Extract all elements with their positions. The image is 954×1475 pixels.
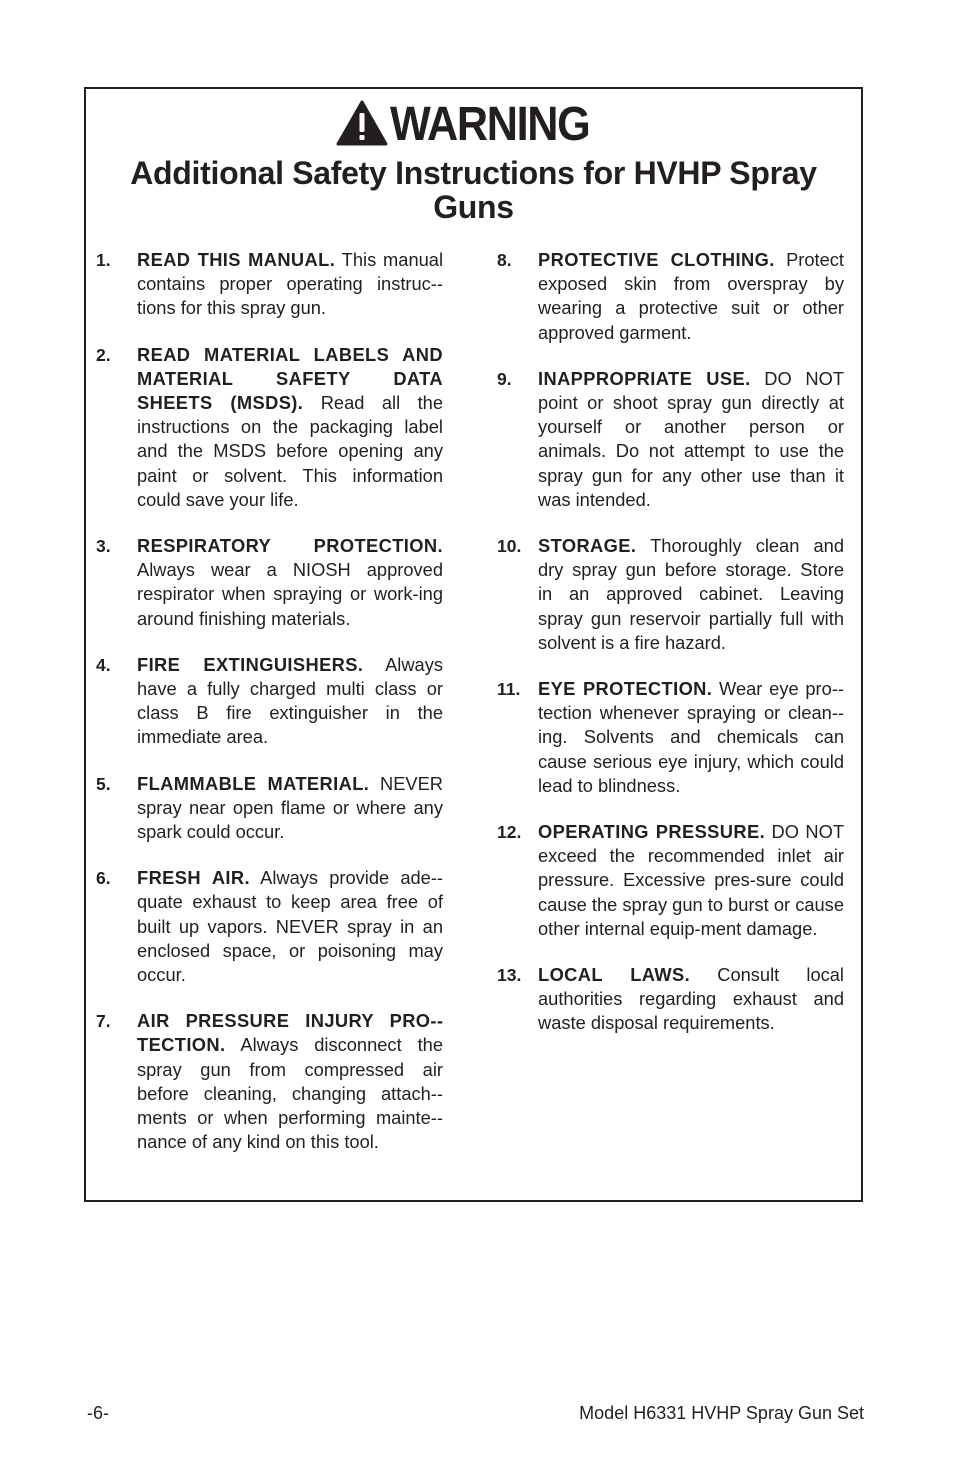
item-number: 11. (497, 679, 521, 700)
item-body: Always have a fully charged multi class or class B fire extinguisher in the immediate area. (137, 653, 443, 748)
item-heading: OPERATING PRESSURE. (538, 821, 766, 843)
item-body: Always wear a NIOSH approved respirator when spraying or work-ing around finishing materials. (137, 559, 443, 629)
item-body: Always provide ade-quate exhaust to keep area free of built up vapors. NEVER spray in an enclosed space, or poisoning may occur. (137, 867, 443, 986)
item-number: 10. (497, 536, 522, 557)
safety-item (96, 248, 443, 321)
safety-item (96, 343, 443, 512)
item-number: 4. (96, 654, 111, 675)
warning-word: WARNING (389, 98, 590, 151)
item-body: Protect exposed skin from overspray by wearing a protective suit or other approved garment. (538, 249, 844, 343)
safety-item (96, 772, 443, 845)
page-number: -6- (87, 1403, 109, 1423)
item-number: 12. (497, 822, 522, 843)
warning-header (86, 97, 861, 153)
item-text (137, 772, 443, 845)
safety-item (96, 866, 443, 987)
item-number: 5. (96, 773, 111, 794)
item-number: 6. (96, 868, 111, 889)
item-heading: FIRE EXTINGUISHERS. (137, 653, 364, 675)
item-number: 2. (96, 344, 111, 365)
safety-item (96, 534, 443, 631)
item-heading: FRESH AIR. (137, 867, 250, 889)
item-heading: STORAGE. (538, 535, 637, 557)
item-number: 8. (497, 250, 512, 270)
item-body: DO NOT point or shoot spray gun directly at yourself or another person or animals. Do not attempt to use the spray gun for any other use than it was intended. (538, 367, 845, 510)
warning-triangle-icon (336, 99, 388, 147)
item-heading: READ MATERIAL LABELS AND MATERIAL SAFETY DATA SHEETS (MSDS). (137, 343, 443, 414)
right-column (497, 248, 844, 1058)
item-number: 7. (96, 1011, 111, 1032)
item-heading: LOCAL LAWS. (538, 964, 691, 986)
item-body: NEVER spray near open flame or where any spark could occur. (137, 772, 443, 843)
item-body: This manual contains proper operating instruc-tions for this spray gun. (137, 249, 444, 319)
item-body: DO NOT exceed the recommended inlet air pressure. Excessive pres-sure could cause the spray gun to burst or cause other internal equip-ment damage. (538, 821, 844, 939)
item-text (538, 963, 844, 1036)
item-text (137, 343, 443, 512)
item-heading: PROTECTIVE CLOTHING. (538, 249, 775, 270)
item-number: 9. (497, 368, 512, 389)
item-body: Consult local authorities regarding exhaust and waste disposal requirements. (538, 964, 844, 1034)
item-body: Read all the instructions on the packaging label and the MSDS before opening any paint or solvent. This information could save your life. (137, 392, 443, 510)
item-text (137, 248, 443, 321)
item-number: 13. (497, 965, 522, 986)
left-column (96, 248, 443, 1177)
safety-item (497, 677, 844, 798)
item-text (137, 653, 443, 750)
item-text (137, 534, 443, 631)
item-number: 3. (96, 536, 111, 557)
safety-item (497, 963, 844, 1036)
safety-item (96, 1009, 443, 1154)
page-title: Additional Safety Instructions for HVHP Spray Guns (130, 155, 817, 225)
item-body: Always disconnect the spray gun from compressed air before cleaning, changing attach-ments or when performing mainte-nance of any kind on this tool. (137, 1034, 443, 1153)
item-heading: INAPPROPRIATE USE. (538, 367, 751, 389)
safety-item (497, 367, 844, 512)
safety-item (96, 653, 443, 750)
item-heading: AIR PRESSURE INJURY PRO-TECTION. (137, 1010, 443, 1056)
item-heading: FLAMMABLE MATERIAL. (137, 772, 370, 794)
item-text (538, 534, 844, 655)
item-body: Thoroughly clean and dry spray gun before storage. Store in an approved cabinet. Leaving spray gun reservoir partially full with solvent is a fire hazard. (538, 535, 844, 653)
safety-item (497, 820, 844, 941)
item-text (538, 248, 844, 345)
item-text (538, 367, 844, 512)
footer-model: Model H6331 HVHP Spray Gun Set (579, 1403, 864, 1423)
item-text (538, 677, 844, 798)
item-number: 1. (96, 250, 111, 270)
item-heading: RESPIRATORY PROTECTION. (137, 535, 443, 557)
item-text (538, 820, 844, 941)
item-heading: READ THIS MANUAL. (137, 249, 336, 270)
safety-item (497, 534, 844, 655)
item-text (137, 866, 443, 987)
item-text (137, 1009, 443, 1154)
item-heading: EYE PROTECTION. (538, 678, 713, 700)
item-body: Wear eye pro-tection whenever spraying or clean-ing. Solvents and chemicals can cause serious eye injury, which could lead to blindness. (538, 678, 844, 796)
safety-item (497, 248, 844, 345)
